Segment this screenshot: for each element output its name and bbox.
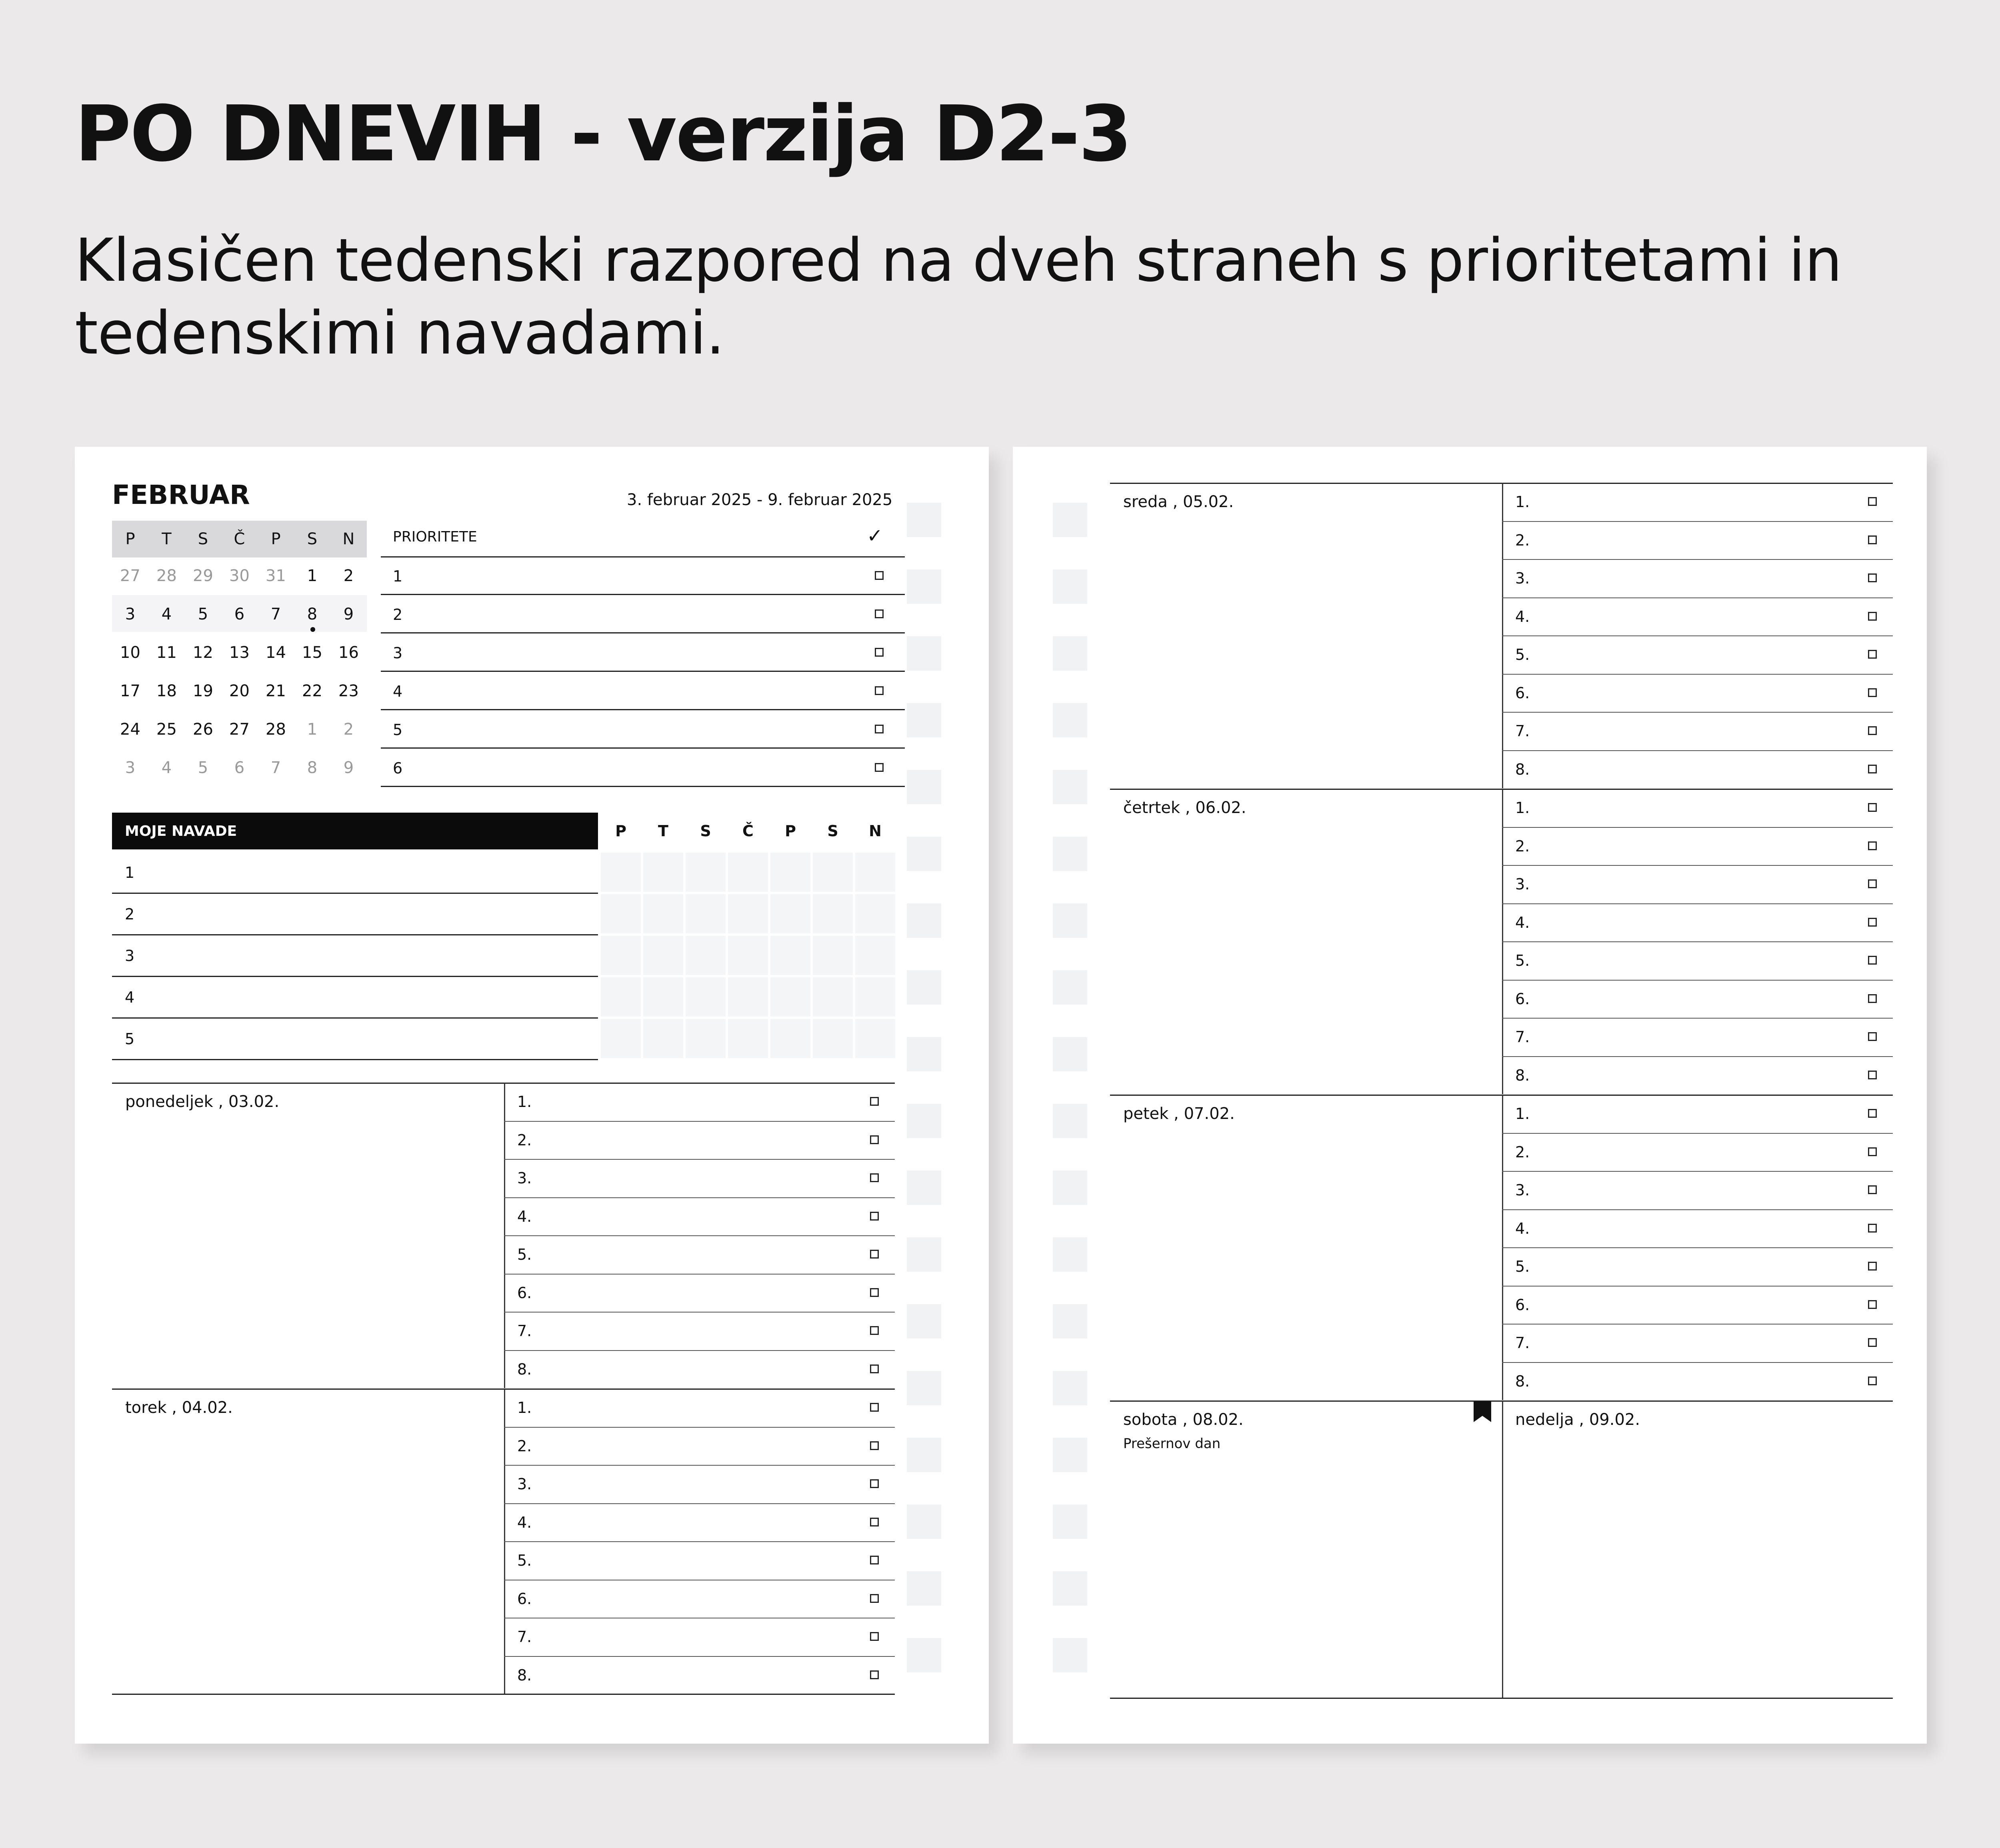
divider	[381, 556, 905, 557]
calendar-day[interactable]: 17	[120, 682, 140, 700]
side-tab[interactable]	[907, 1304, 941, 1339]
divider	[1502, 941, 1893, 942]
task-checkbox[interactable]	[870, 1518, 879, 1526]
task-checkbox[interactable]	[870, 1594, 879, 1603]
divider	[504, 1503, 895, 1504]
task-checkbox[interactable]	[1868, 994, 1877, 1003]
calendar-day[interactable]: 14	[266, 643, 286, 662]
habit-cell[interactable]	[601, 1019, 641, 1058]
task-number: 4.	[1515, 913, 1530, 931]
side-tab[interactable]	[907, 770, 941, 804]
priority-checkbox[interactable]	[875, 725, 884, 733]
side-tab[interactable]	[1053, 1438, 1087, 1472]
side-tab[interactable]	[1053, 1504, 1087, 1539]
calendar-day[interactable]: 18	[156, 682, 177, 700]
task-checkbox[interactable]	[870, 1441, 879, 1450]
calendar-day[interactable]: 27	[120, 567, 140, 585]
task-checkbox[interactable]	[1868, 1032, 1877, 1041]
side-tab[interactable]	[907, 1037, 941, 1071]
task-number: 4.	[517, 1207, 532, 1225]
task-checkbox[interactable]	[870, 1403, 879, 1412]
task-checkbox[interactable]	[1868, 688, 1877, 697]
divider	[381, 671, 905, 672]
task-number: 3.	[1515, 569, 1530, 587]
habit-cell[interactable]	[770, 936, 810, 975]
habit-cell[interactable]	[813, 977, 853, 1017]
task-checkbox[interactable]	[1868, 1300, 1877, 1309]
today-dot	[310, 627, 315, 632]
divider	[1502, 1324, 1893, 1325]
calendar-day[interactable]: 23	[338, 682, 359, 700]
habit-cell[interactable]	[770, 1019, 810, 1058]
habit-cell[interactable]	[601, 853, 641, 892]
calendar-weekday: S	[294, 521, 330, 557]
calendar-day[interactable]: 22	[302, 682, 322, 700]
check-icon: ✓	[867, 525, 883, 547]
side-tab[interactable]	[907, 1571, 941, 1606]
task-checkbox[interactable]	[870, 1288, 879, 1297]
habit-cell[interactable]	[770, 853, 810, 892]
habit-cell[interactable]	[813, 894, 853, 933]
habit-cell[interactable]	[855, 894, 895, 933]
side-tab[interactable]	[1053, 770, 1087, 804]
calendar-day[interactable]: 5	[198, 759, 208, 777]
side-tab[interactable]	[907, 1638, 941, 1672]
side-tab[interactable]	[907, 1438, 941, 1472]
habit-weekday: S	[700, 822, 711, 840]
habit-cell[interactable]	[855, 936, 895, 975]
calendar-day[interactable]: 8	[307, 605, 318, 623]
calendar-weekday: S	[185, 521, 221, 557]
divider	[504, 1427, 895, 1428]
task-number: 4.	[517, 1513, 532, 1531]
divider	[1502, 635, 1893, 636]
day-friday-label: petek , 07.02.	[1123, 1105, 1235, 1123]
side-tab[interactable]	[907, 1371, 941, 1405]
day-sunday-label: nedelja , 09.02.	[1515, 1410, 1640, 1429]
divider	[1502, 559, 1893, 560]
calendar-day[interactable]: 25	[156, 720, 177, 739]
divider	[1502, 712, 1893, 713]
task-checkbox[interactable]	[1868, 1262, 1877, 1271]
task-checkbox[interactable]	[870, 1365, 879, 1373]
calendar-day[interactable]: 3	[125, 605, 136, 623]
divider	[1502, 1286, 1893, 1287]
habit-cell[interactable]	[728, 1019, 768, 1058]
calendar-weekday: T	[148, 521, 185, 557]
divider	[504, 1541, 895, 1542]
habit-cell[interactable]	[728, 853, 768, 892]
task-number: 8.	[1515, 1066, 1530, 1084]
divider	[1502, 1133, 1893, 1134]
divider	[112, 1017, 598, 1019]
side-tab[interactable]	[1053, 903, 1087, 938]
divider	[1502, 865, 1893, 866]
task-number: 8.	[517, 1360, 532, 1378]
divider	[381, 709, 905, 710]
day-monday-label: ponedeljek , 03.02.	[125, 1093, 280, 1111]
habit-cell[interactable]	[855, 853, 895, 892]
side-tab[interactable]	[907, 569, 941, 604]
calendar-day[interactable]: 7	[270, 759, 281, 777]
habit-cell[interactable]	[643, 977, 683, 1017]
divider	[112, 1694, 895, 1695]
task-number: 6.	[1515, 684, 1530, 702]
habits-label: MOJE NAVADE	[125, 823, 237, 839]
task-number: 6.	[517, 1284, 532, 1302]
divider	[112, 1388, 895, 1390]
side-tab[interactable]	[1053, 1037, 1087, 1071]
divider	[1502, 1400, 1503, 1698]
task-number: 7.	[1515, 1334, 1530, 1352]
task-number: 8.	[517, 1666, 532, 1684]
habit-cell[interactable]	[855, 1019, 895, 1058]
task-checkbox[interactable]	[1868, 956, 1877, 965]
page-title: PO DNEVIH - verzija D2-3	[75, 90, 1131, 179]
calendar-day[interactable]: 27	[229, 720, 250, 739]
calendar-day[interactable]: 1	[307, 720, 318, 739]
habit-number: 3	[125, 947, 135, 965]
habit-cell[interactable]	[813, 1019, 853, 1058]
priority-number: 3	[393, 644, 403, 662]
task-number: 7.	[1515, 1028, 1530, 1046]
side-tab[interactable]	[907, 1104, 941, 1138]
calendar-day[interactable]: 9	[343, 605, 354, 623]
task-number: 7.	[517, 1322, 532, 1340]
habit-weekday: Č	[742, 822, 754, 840]
side-tab[interactable]	[1053, 1171, 1087, 1205]
planner-page-right	[1013, 447, 1927, 1744]
task-checkbox[interactable]	[870, 1670, 879, 1679]
habit-weekday: S	[827, 822, 838, 840]
priority-checkbox[interactable]	[875, 571, 884, 580]
task-number: 2.	[1515, 1143, 1530, 1161]
priority-number: 2	[393, 606, 403, 623]
calendar-weekday: P	[258, 521, 294, 557]
task-number: 1.	[1515, 799, 1530, 817]
priority-checkbox[interactable]	[875, 648, 884, 657]
divider	[1502, 597, 1893, 598]
calendar-day[interactable]: 3	[125, 759, 136, 777]
calendar-day[interactable]: 2	[343, 720, 354, 739]
day-thursday-label: četrtek , 06.02.	[1123, 799, 1246, 817]
calendar-day[interactable]: 10	[120, 643, 140, 662]
side-tab[interactable]	[1053, 837, 1087, 871]
bookmark-icon	[1474, 1401, 1491, 1422]
habit-weekday: N	[869, 822, 882, 840]
divider	[381, 786, 905, 787]
priority-number: 4	[393, 683, 403, 700]
habit-cell[interactable]	[686, 1019, 726, 1058]
task-checkbox[interactable]	[1868, 1185, 1877, 1194]
habit-number: 5	[125, 1030, 135, 1048]
task-number: 5.	[1515, 646, 1530, 663]
divider	[1502, 750, 1893, 751]
task-checkbox[interactable]	[870, 1632, 879, 1641]
calendar-day[interactable]: 5	[198, 605, 208, 623]
divider	[504, 1197, 895, 1198]
task-checkbox[interactable]	[1868, 841, 1877, 850]
task-number: 3.	[517, 1475, 532, 1493]
divider	[504, 1350, 895, 1351]
calendar-day[interactable]: 4	[161, 759, 172, 777]
side-tab[interactable]	[1053, 970, 1087, 1005]
priorities-label: PRIORITETE	[393, 529, 477, 545]
side-tab[interactable]	[1053, 1104, 1087, 1138]
task-checkbox[interactable]	[1868, 650, 1877, 659]
task-checkbox[interactable]	[1868, 1109, 1877, 1118]
divider	[112, 934, 598, 935]
habit-cell[interactable]	[770, 894, 810, 933]
divider	[1502, 1247, 1893, 1248]
task-checkbox[interactable]	[1868, 726, 1877, 735]
calendar-day[interactable]: 6	[234, 759, 245, 777]
divider	[504, 1121, 895, 1122]
habit-cell[interactable]	[643, 853, 683, 892]
task-number: 6.	[1515, 990, 1530, 1008]
task-number: 7.	[1515, 722, 1530, 740]
habit-cell[interactable]	[728, 977, 768, 1017]
divider	[1110, 483, 1893, 484]
habit-cell[interactable]	[686, 936, 726, 975]
calendar-day[interactable]: 6	[234, 605, 245, 623]
divider	[504, 1274, 895, 1275]
priority-checkbox[interactable]	[875, 686, 884, 695]
habit-cell[interactable]	[813, 853, 853, 892]
task-number: 3.	[517, 1169, 532, 1187]
calendar-day[interactable]: 21	[266, 682, 286, 700]
habit-cell[interactable]	[686, 977, 726, 1017]
planner-page-left	[75, 447, 989, 1744]
divider	[1502, 1362, 1893, 1363]
task-checkbox[interactable]	[1868, 1147, 1877, 1156]
task-number: 1.	[517, 1093, 532, 1111]
task-checkbox[interactable]	[870, 1556, 879, 1564]
calendar-day[interactable]: 2	[343, 567, 354, 585]
task-checkbox[interactable]	[1868, 803, 1877, 812]
habit-cell[interactable]	[855, 977, 895, 1017]
task-checkbox[interactable]	[1868, 573, 1877, 582]
side-tab[interactable]	[1053, 636, 1087, 671]
habit-number: 1	[125, 864, 135, 881]
side-tab[interactable]	[1053, 1571, 1087, 1606]
divider	[1502, 827, 1893, 828]
calendar-day[interactable]: 12	[193, 643, 213, 662]
divider	[504, 1235, 895, 1236]
side-tab[interactable]	[1053, 703, 1087, 737]
divider	[381, 747, 905, 749]
calendar-day[interactable]: 20	[229, 682, 250, 700]
side-tab[interactable]	[1053, 503, 1087, 537]
habit-number: 4	[125, 989, 135, 1006]
calendar-day[interactable]: 31	[266, 567, 286, 585]
calendar-day[interactable]: 9	[343, 759, 354, 777]
priority-number: 5	[393, 721, 403, 739]
date-range: 3. februar 2025 - 9. februar 2025	[627, 491, 893, 509]
task-checkbox[interactable]	[870, 1097, 879, 1106]
calendar-day[interactable]: 29	[193, 567, 213, 585]
task-number: 7.	[517, 1628, 532, 1646]
task-number: 5.	[517, 1246, 532, 1263]
side-tab[interactable]	[907, 1237, 941, 1272]
task-checkbox[interactable]	[1868, 765, 1877, 773]
task-checkbox[interactable]	[1868, 879, 1877, 888]
divider	[381, 594, 905, 595]
divider	[1110, 1400, 1893, 1402]
task-number: 8.	[1515, 760, 1530, 778]
task-checkbox[interactable]	[1868, 497, 1877, 506]
side-tab[interactable]	[907, 970, 941, 1005]
task-number: 4.	[1515, 1219, 1530, 1237]
calendar-day[interactable]: 30	[229, 567, 250, 585]
habit-cell[interactable]	[643, 1019, 683, 1058]
task-checkbox[interactable]	[1868, 1377, 1877, 1385]
divider	[112, 893, 598, 894]
habit-cell[interactable]	[728, 936, 768, 975]
divider	[1502, 1018, 1893, 1019]
task-number: 2.	[1515, 837, 1530, 855]
side-tab[interactable]	[907, 837, 941, 871]
holiday-label: Prešernov dan	[1123, 1436, 1221, 1452]
task-number: 1.	[1515, 1105, 1530, 1123]
habit-cell[interactable]	[601, 977, 641, 1017]
calendar-day[interactable]: 28	[266, 720, 286, 739]
side-tab[interactable]	[907, 703, 941, 737]
divider	[1502, 1171, 1893, 1172]
calendar-day[interactable]: 8	[307, 759, 318, 777]
task-number: 1.	[1515, 493, 1530, 511]
divider	[1110, 789, 1893, 790]
task-checkbox[interactable]	[1868, 918, 1877, 927]
priority-number: 1	[393, 567, 403, 585]
habit-cell[interactable]	[643, 894, 683, 933]
day-saturday-label: sobota , 08.02.	[1123, 1410, 1244, 1429]
divider	[1502, 521, 1893, 522]
day-tuesday-label: torek , 04.02.	[125, 1398, 233, 1417]
divider	[1110, 1698, 1893, 1699]
habit-cell[interactable]	[601, 936, 641, 975]
calendar-day[interactable]: 16	[338, 643, 359, 662]
task-checkbox[interactable]	[870, 1250, 879, 1259]
month-title: FEBRUAR	[112, 479, 250, 510]
task-checkbox[interactable]	[1868, 1071, 1877, 1079]
task-number: 3.	[1515, 1181, 1530, 1199]
side-tab[interactable]	[1053, 1304, 1087, 1339]
calendar-day[interactable]: 11	[156, 643, 177, 662]
task-checkbox[interactable]	[870, 1326, 879, 1335]
task-checkbox[interactable]	[870, 1212, 879, 1221]
habit-cell[interactable]	[686, 853, 726, 892]
habit-cell[interactable]	[813, 936, 853, 975]
side-tab[interactable]	[907, 636, 941, 671]
calendar-day[interactable]: 4	[161, 605, 172, 623]
task-number: 4.	[1515, 607, 1530, 625]
task-number: 5.	[517, 1552, 532, 1569]
habit-cell[interactable]	[770, 977, 810, 1017]
divider	[504, 1656, 895, 1657]
task-number: 2.	[517, 1437, 532, 1455]
habit-weekday: P	[785, 822, 796, 840]
calendar-day[interactable]: 26	[193, 720, 213, 739]
task-number: 5.	[1515, 1258, 1530, 1275]
side-tab[interactable]	[907, 503, 941, 537]
divider	[112, 1059, 598, 1060]
task-number: 2.	[517, 1131, 532, 1149]
habit-cell[interactable]	[728, 894, 768, 933]
task-checkbox[interactable]	[1868, 1224, 1877, 1233]
task-number: 1.	[517, 1399, 532, 1416]
priority-number: 6	[393, 759, 403, 777]
divider	[1502, 1209, 1893, 1210]
divider	[1502, 1056, 1893, 1057]
divider	[504, 1159, 895, 1160]
page-subtitle: Klasičen tedenski razpored na dveh straneh s prioritetami in tedenskimi navadami.	[75, 226, 1842, 368]
calendar-day[interactable]: 24	[120, 720, 140, 739]
side-tab[interactable]	[907, 903, 941, 938]
calendar-day[interactable]: 15	[302, 643, 322, 662]
calendar-day[interactable]: 28	[156, 567, 177, 585]
habit-weekday: P	[615, 822, 626, 840]
task-number: 3.	[1515, 875, 1530, 893]
task-checkbox[interactable]	[1868, 1338, 1877, 1347]
calendar-weekday: Č	[221, 521, 258, 557]
calendar-weekday: P	[112, 521, 148, 557]
divider	[504, 1312, 895, 1313]
divider	[1110, 1095, 1893, 1096]
task-checkbox[interactable]	[870, 1479, 879, 1488]
task-number: 8.	[1515, 1372, 1530, 1390]
task-number: 2.	[1515, 531, 1530, 549]
divider	[504, 1465, 895, 1466]
task-checkbox[interactable]	[870, 1135, 879, 1144]
side-tab[interactable]	[1053, 1638, 1087, 1672]
task-checkbox[interactable]	[1868, 612, 1877, 621]
habit-weekday: T	[658, 822, 668, 840]
habit-cell[interactable]	[601, 894, 641, 933]
task-checkbox[interactable]	[1868, 535, 1877, 544]
calendar-weekday: N	[330, 521, 367, 557]
side-tab[interactable]	[907, 1171, 941, 1205]
divider	[112, 1083, 895, 1084]
side-tab[interactable]	[907, 1504, 941, 1539]
priority-checkbox[interactable]	[875, 609, 884, 618]
divider	[1502, 980, 1893, 981]
side-tab[interactable]	[1053, 1237, 1087, 1272]
side-tab[interactable]	[1053, 569, 1087, 604]
task-number: 6.	[517, 1590, 532, 1608]
task-number: 6.	[1515, 1296, 1530, 1314]
habit-cell[interactable]	[686, 894, 726, 933]
habit-number: 2	[125, 905, 135, 923]
calendar-day[interactable]: 1	[307, 567, 318, 585]
divider	[112, 976, 598, 977]
day-wednesday-label: sreda , 05.02.	[1123, 493, 1234, 511]
side-tab[interactable]	[1053, 1371, 1087, 1405]
calendar-day[interactable]: 7	[270, 605, 281, 623]
divider	[381, 632, 905, 633]
priority-checkbox[interactable]	[875, 763, 884, 772]
task-checkbox[interactable]	[870, 1173, 879, 1182]
task-number: 5.	[1515, 952, 1530, 969]
habit-cell[interactable]	[643, 936, 683, 975]
calendar-day[interactable]: 13	[229, 643, 250, 662]
calendar-day[interactable]: 19	[193, 682, 213, 700]
divider	[1502, 674, 1893, 675]
divider	[1502, 903, 1893, 904]
